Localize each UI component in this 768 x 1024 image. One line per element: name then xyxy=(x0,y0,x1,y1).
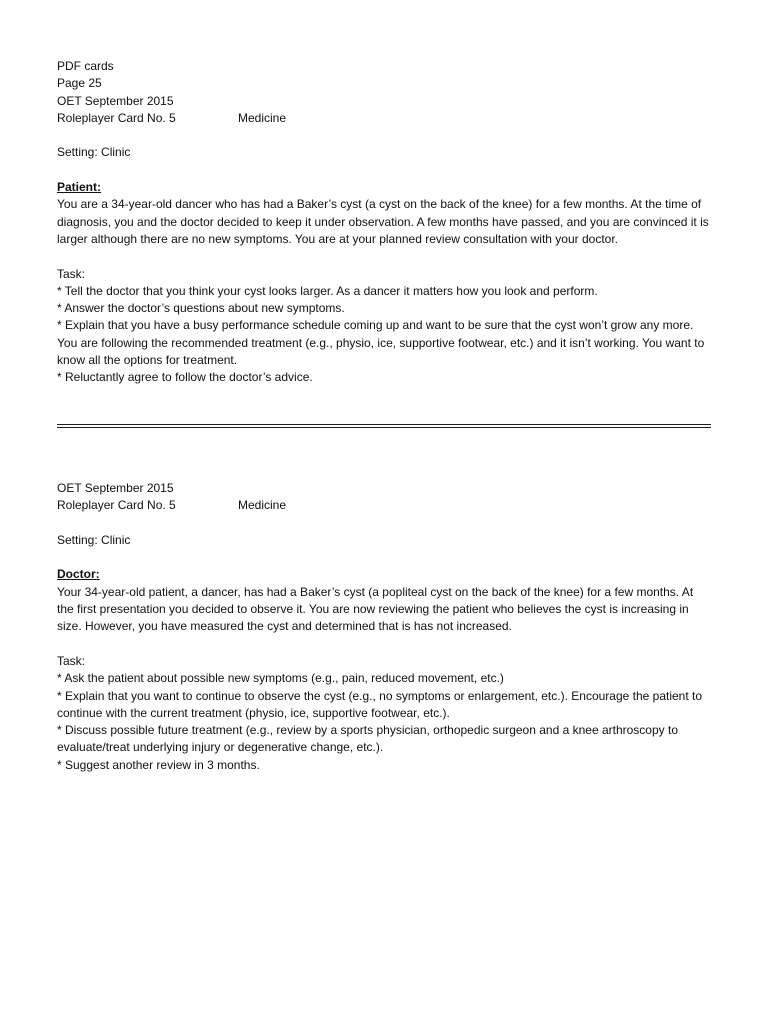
patient-card xyxy=(57,58,712,387)
task-item: * Reluctantly agree to follow the doctor’s advice. xyxy=(57,370,313,385)
doctor-card xyxy=(57,480,712,774)
role-description: Your 34-year-old patient, a dancer, has had a Baker’s cyst (a popliteal cyst on the back of the knee) for a few months. At the first presentation you decided to observe it. You are now reviewing the patient who believes the cyst is increasing in size. However, you have measured the cyst and determined that is has not increased. xyxy=(57,584,694,634)
task-item: * Explain that you want to continue to observe the cyst (e.g., no symptoms or enlargement, etc.). Encourage the patient to continue with the current treatment (physio, ice, supportive footwear, etc.). xyxy=(57,688,703,720)
profession: Medicine xyxy=(238,498,287,513)
task-item: * Ask the patient about possible new symptoms (e.g., pain, reduced movement, etc.) xyxy=(57,671,504,686)
role-heading: Patient: xyxy=(57,180,102,195)
task-item: * Tell the doctor that you think your cyst looks larger. As a dancer it matters how you look and perform. xyxy=(57,283,598,298)
task-item: * Answer the doctor’s questions about new symptoms. xyxy=(57,301,345,316)
role-heading: Doctor: xyxy=(57,567,100,582)
profession: Medicine xyxy=(238,110,287,125)
card-id-row xyxy=(57,497,712,514)
task-label: Task: xyxy=(57,266,86,281)
task-label: Task: xyxy=(57,653,86,668)
exam-date: OET September 2015 xyxy=(57,481,174,495)
role-description: You are a 34-year-old dancer who has had a Baker’s cyst (a cyst on the back of the knee) for a few months. At the time of diagnosis, you and the doctor decided to keep it under observation. A few months have passed, and you are convinced it is larger although there are no new symptoms. You are at your planned review consultation with your doctor. xyxy=(57,197,709,246)
task-item: * Explain that you have a busy performance schedule coming up and want to be sure that the cyst won’t grow any more. You are following the recommended treatment (e.g., physio, ice, supportive footwear, etc.) and it isn’t working. You want to know all the options for treatment. xyxy=(57,318,705,368)
page-number: Page 25 xyxy=(57,76,102,91)
doc-source: PDF cards xyxy=(57,59,114,73)
card-label: Roleplayer Card No. 5 xyxy=(57,110,176,125)
card-label: Roleplayer Card No. 5 xyxy=(57,498,176,513)
card-id-row xyxy=(57,110,712,127)
setting: Setting: Clinic xyxy=(57,532,131,547)
task-item: * Discuss possible future treatment (e.g., review by a sports physician, orthopedic surgeon and a knee arthroscopy to evaluate/treat underlying injury or degenerative change, etc.). xyxy=(57,723,678,755)
card-divider xyxy=(57,424,711,428)
task-item: * Suggest another review in 3 months. xyxy=(57,757,260,772)
exam-date: OET September 2015 xyxy=(57,93,174,108)
setting: Setting: Clinic xyxy=(57,145,131,160)
